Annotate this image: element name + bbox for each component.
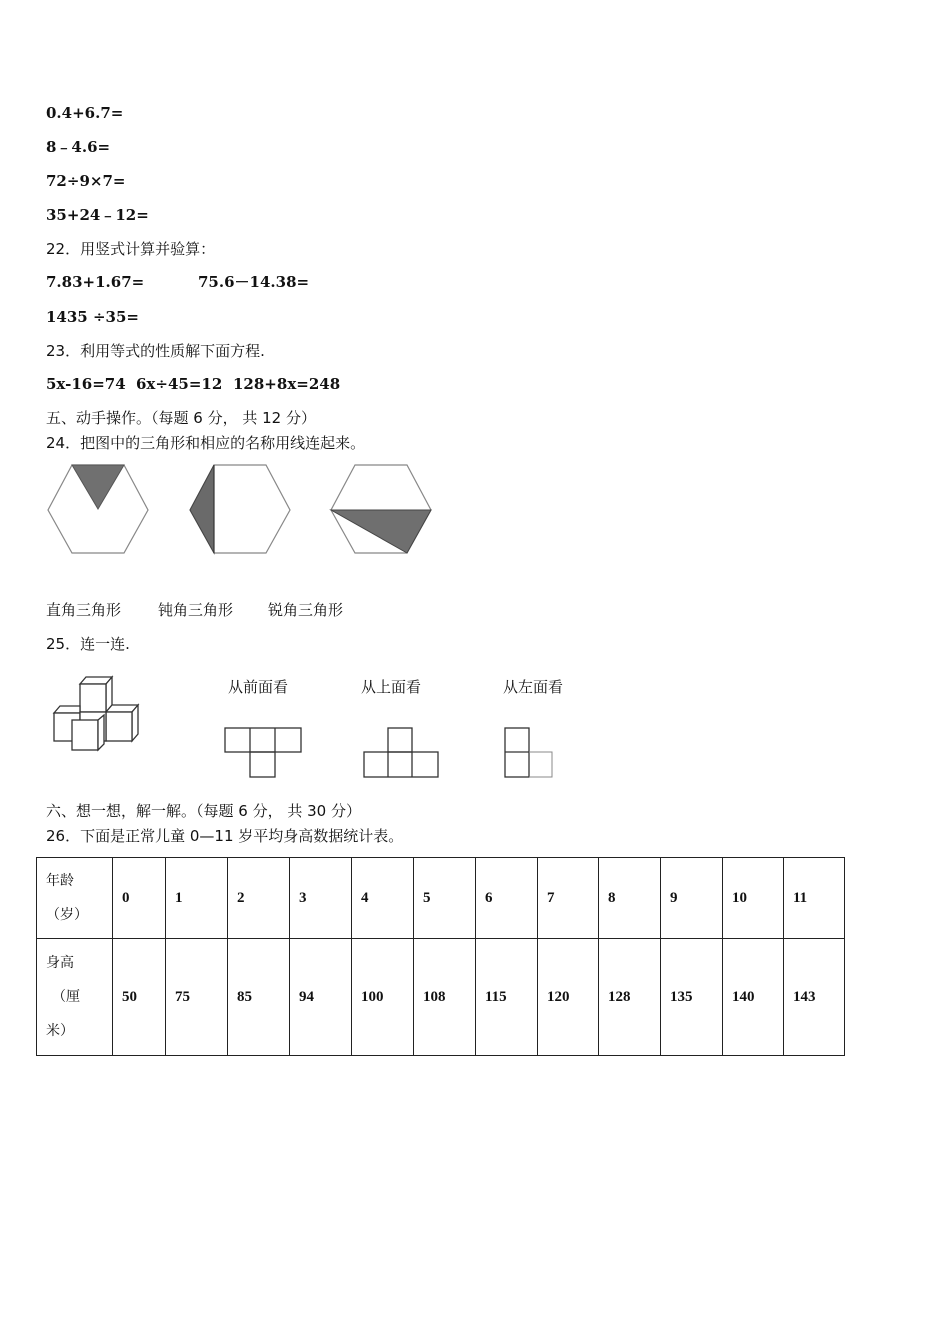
view-label-top: 从上面看 bbox=[361, 678, 422, 696]
front-view-shape bbox=[222, 726, 304, 780]
q23-title: 23．利用等式的性质解下面方程. bbox=[46, 342, 265, 360]
age-cell: 5 bbox=[414, 858, 476, 939]
view-row-outline bbox=[225, 728, 301, 752]
section-5-heading: 五、动手操作。（每题 6 分， 共 12 分） bbox=[46, 409, 316, 427]
view-faint-square bbox=[529, 752, 552, 777]
height-header-cell bbox=[37, 939, 113, 1056]
q22-title: 22．用竖式计算并验算： bbox=[46, 240, 216, 258]
calc-line-1: 0.4+6.7= bbox=[46, 104, 124, 122]
age-cell: 2 bbox=[228, 858, 290, 939]
triangle-name-obtuse: 钝角三角形 bbox=[158, 601, 234, 619]
shaded-triangle bbox=[331, 510, 431, 553]
q25-title: 25．连一连. bbox=[46, 635, 130, 653]
age-header-unit: （岁） bbox=[46, 907, 88, 923]
height-statistics-table bbox=[36, 857, 845, 1056]
height-cell: 120 bbox=[538, 939, 599, 1056]
cube-top-face bbox=[54, 706, 80, 713]
cube-front-face bbox=[106, 712, 132, 741]
height-header-unit-2: 米） bbox=[46, 1023, 74, 1039]
q26-title: 26．下面是正常儿童 0—11 岁平均身高数据统计表。 bbox=[46, 827, 404, 845]
shaded-triangle bbox=[190, 465, 214, 553]
height-cell: 115 bbox=[476, 939, 538, 1056]
height-header-unit-1: （厘 bbox=[52, 989, 80, 1005]
calc-line-4: 35+24﹣12= bbox=[46, 206, 149, 224]
q22-expr-3: 1435 ÷35= bbox=[46, 308, 139, 326]
age-header-label: 年龄 bbox=[46, 873, 74, 889]
q24-title: 24．把图中的三角形和相应的名称用线连起来。 bbox=[46, 434, 366, 452]
cube-stack-figure bbox=[50, 672, 150, 754]
q23-eq-1: 5x-16=74 bbox=[46, 375, 126, 393]
calc-line-3: 72÷9×7= bbox=[46, 172, 126, 190]
height-cell: 135 bbox=[661, 939, 723, 1056]
q23-eq-3: 128+8x=248 bbox=[233, 375, 341, 393]
table-row-age bbox=[37, 858, 845, 939]
height-cell: 140 bbox=[723, 939, 784, 1056]
q23-eq-2: 6x÷45=12 bbox=[136, 375, 223, 393]
height-cell: 108 bbox=[414, 939, 476, 1056]
top-view-shape bbox=[362, 726, 442, 780]
cube-front-face bbox=[80, 684, 106, 712]
triangle-name-acute: 锐角三角形 bbox=[268, 601, 344, 619]
cube-side-face bbox=[132, 705, 138, 741]
height-cell: 100 bbox=[352, 939, 414, 1056]
calc-line-2: 8﹣4.6= bbox=[46, 138, 111, 156]
age-cell: 7 bbox=[538, 858, 599, 939]
age-cell: 10 bbox=[723, 858, 784, 939]
age-cell: 4 bbox=[352, 858, 414, 939]
view-label-front: 从前面看 bbox=[228, 678, 289, 696]
height-cell: 75 bbox=[166, 939, 228, 1056]
height-cell: 143 bbox=[784, 939, 845, 1056]
cube-front-face bbox=[72, 720, 98, 750]
view-square bbox=[388, 728, 412, 752]
height-cell: 94 bbox=[290, 939, 352, 1056]
hexagon-figure-3 bbox=[329, 462, 433, 556]
age-cell: 9 bbox=[661, 858, 723, 939]
age-header-cell bbox=[37, 858, 113, 939]
shaded-triangle bbox=[72, 465, 124, 509]
section-6-heading: 六、想一想，解一解。（每题 6 分， 共 30 分） bbox=[46, 802, 361, 820]
hexagon-figure-2 bbox=[188, 462, 292, 556]
q22-expr-1: 7.83+1.67= bbox=[46, 273, 145, 291]
height-cell: 128 bbox=[599, 939, 661, 1056]
age-cell: 0 bbox=[113, 858, 166, 939]
view-row-outline bbox=[364, 752, 438, 777]
hexagon-outline bbox=[331, 465, 431, 553]
view-label-left: 从左面看 bbox=[503, 678, 564, 696]
height-header-label: 身高 bbox=[46, 955, 74, 971]
height-cell: 85 bbox=[228, 939, 290, 1056]
age-cell: 6 bbox=[476, 858, 538, 939]
view-square bbox=[250, 752, 275, 777]
age-cell: 1 bbox=[166, 858, 228, 939]
age-cell: 3 bbox=[290, 858, 352, 939]
triangle-name-right: 直角三角形 bbox=[46, 601, 122, 619]
cube-side-face bbox=[98, 715, 104, 750]
age-cell: 8 bbox=[599, 858, 661, 939]
hexagon-figure-1 bbox=[46, 462, 150, 556]
height-cell: 50 bbox=[113, 939, 166, 1056]
q22-expr-2: 75.6－14.38= bbox=[198, 273, 310, 291]
left-view-shape bbox=[502, 726, 556, 780]
age-cell: 11 bbox=[784, 858, 845, 939]
table-row-height bbox=[37, 939, 845, 1056]
